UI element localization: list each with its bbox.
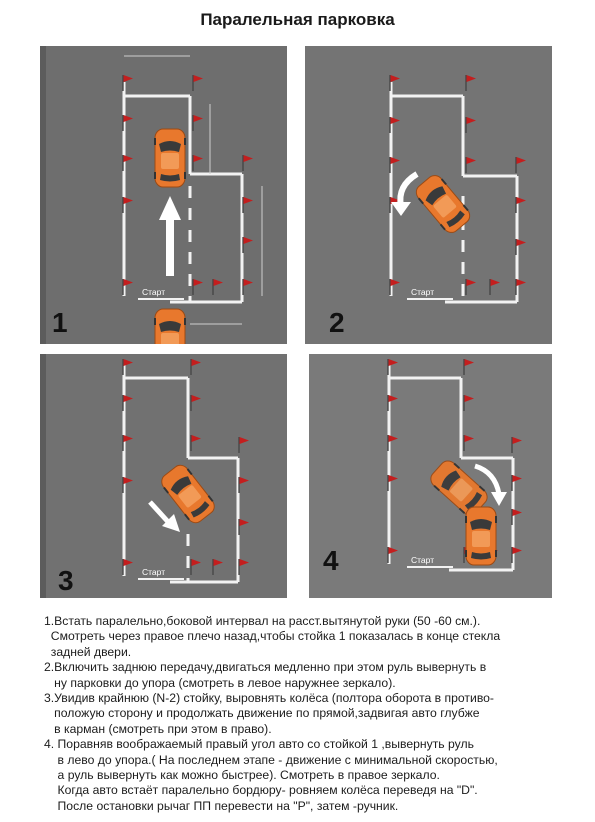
step-4: [44, 737, 584, 814]
step-line: Когда авто встаёт паралельно бордюру- ровняем колёса переведя на "D".: [44, 783, 478, 798]
panel-number: 4: [323, 545, 339, 576]
diagram-panel-4: [309, 354, 556, 652]
panel-number: 2: [329, 307, 345, 338]
step-2: [44, 660, 584, 691]
step-line: в карман (смотреть при этом в право).: [44, 721, 272, 736]
step-line: Смотреть через правое плечо назад,чтобы стойка 1 показалась в конце стекла: [44, 629, 501, 644]
step-line: а руль вывернуть как можно быстрее). Смотреть в правое зеркало.: [44, 768, 440, 783]
step-line: положую сторону и продолжать движение по прямой,задвигая авто глубже: [44, 706, 480, 721]
start-label: Старт: [411, 555, 435, 565]
diagram-panel-3: [40, 354, 287, 652]
start-label: Старт: [411, 287, 435, 297]
start-label: Старт: [142, 567, 166, 577]
step-line: 3.Увидив крайнюю (N-2) стойку, выровнять колёса (полтора оборота в противо-: [44, 691, 494, 706]
start-label: Старт: [142, 287, 166, 297]
page-title: Паралельная парковка: [200, 10, 395, 29]
step-line: в лево до упора.( На последнем этапе - движение с минимальной скоростью,: [44, 752, 498, 767]
step-line: 1.Встать паралельно,боковой интервал на расст.вытянутой руки (50 -60 см.).: [44, 614, 481, 628]
step-3: [44, 691, 584, 737]
instructions: [44, 614, 584, 814]
step-line: задней двери.: [44, 644, 132, 659]
diagram-panel-1: [40, 46, 287, 344]
step-1: [44, 614, 584, 660]
diagram-panel-2: [305, 46, 552, 344]
panel-number: 3: [58, 565, 74, 596]
step-line: ну парковки до упора (смотреть в левое наружнее зеркало).: [44, 675, 396, 690]
step-line: После остановки рычаг ПП перевести на "P", затем -ручник.: [44, 798, 399, 813]
step-line: 4. Поравняв воображаемый правый угол авто со стойкой 1 ,вывернуть руль: [44, 737, 474, 752]
step-line: 2.Включить заднюю передачу,двигаться медленно при этом руль вывернуть в: [44, 660, 487, 675]
car-icon: [154, 129, 186, 187]
panel-number: 1: [52, 307, 68, 338]
